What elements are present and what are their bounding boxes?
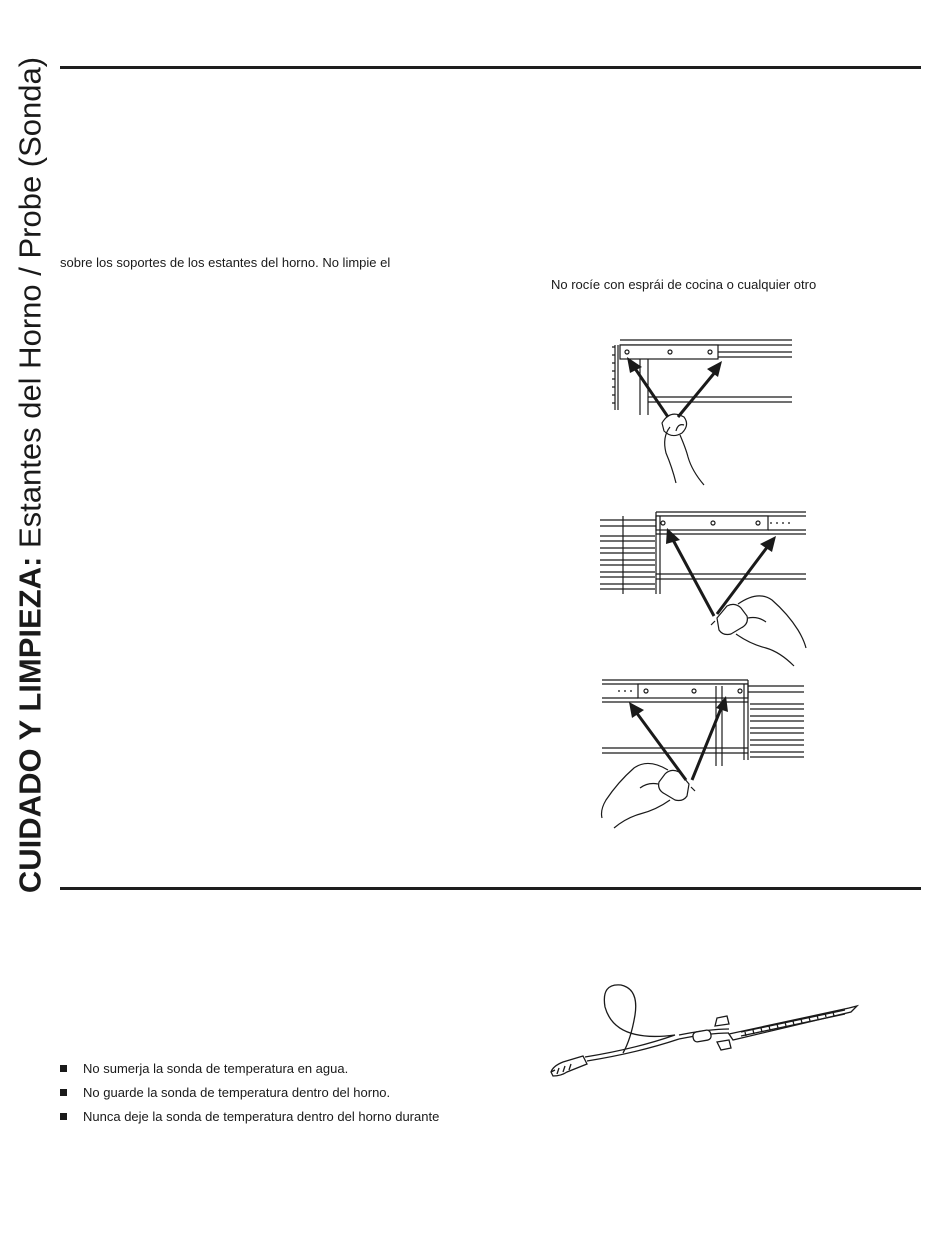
cooking-spray-warning: No rocíe con esprái de cocina o cualquier otro [551, 277, 817, 292]
lubricate-rack-support-illustration-2 [598, 676, 808, 836]
bullet-square-icon [60, 1113, 67, 1120]
top-divider [60, 66, 921, 69]
rack-support-text: sobre los soportes de los estantes del horno. No limpie el [60, 255, 391, 270]
list-item [60, 1085, 439, 1109]
wipe-rack-support-illustration [600, 335, 800, 490]
temperature-probe-illustration [545, 982, 860, 1082]
list-item-text: No guarde la sonda de temperatura dentro del horno. [83, 1085, 391, 1100]
section-title-bold: CUIDADO Y LIMPIEZA: [12, 556, 48, 894]
bullet-square-icon [60, 1089, 67, 1096]
list-item [60, 1109, 439, 1133]
section-title [12, 56, 48, 894]
bullet-square-icon [60, 1065, 67, 1072]
lubricate-rack-support-illustration-1 [598, 508, 808, 668]
section-divider [60, 887, 921, 890]
list-item [60, 1061, 439, 1085]
section-title-subject: Estantes del Horno / Probe (Sonda) [12, 56, 48, 549]
list-item-text: No sumerja la sonda de temperatura en agua. [83, 1061, 349, 1076]
probe-care-list [60, 1061, 439, 1133]
list-item-text: Nunca deje la sonda de temperatura dentro del horno durante [83, 1109, 440, 1124]
